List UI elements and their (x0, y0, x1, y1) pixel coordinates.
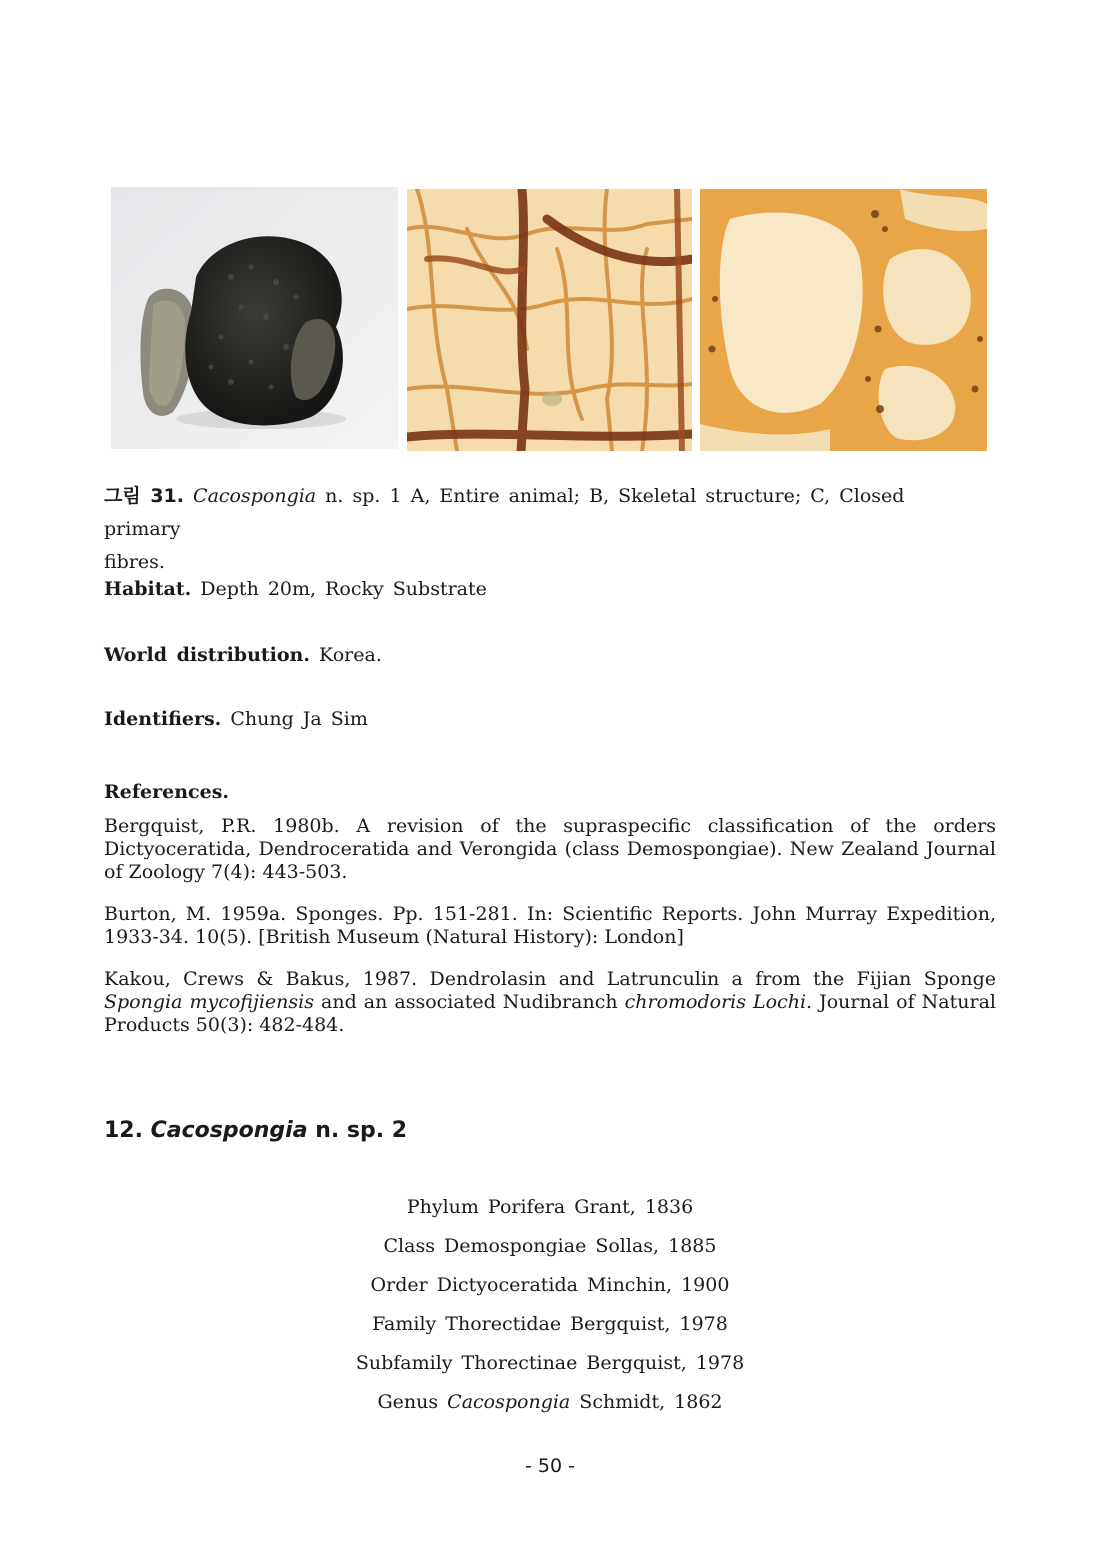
section-species: n. sp. 2 (307, 1118, 408, 1143)
reference-text: and an associated Nudibranch (314, 991, 625, 1013)
taxonomy-genus-suffix: Schmidt, 1862 (570, 1391, 723, 1413)
identifiers-value: Chung Ja Sim (230, 708, 368, 730)
references-heading: References. (104, 781, 230, 803)
habitat (104, 578, 487, 600)
taxonomy-phylum: Phylum Porifera Grant, 1836 (406, 1196, 694, 1218)
section-number: 12. (104, 1118, 151, 1143)
figure-caption-text: n. sp. 1 A, Entire animal; B, Skeletal structure; C, Closed primary (104, 485, 905, 540)
taxonomy-class: Class Demospongiae Sollas, 1885 (383, 1235, 717, 1257)
figure-label: 그림 31. (104, 485, 184, 507)
habitat-value: Depth 20m, Rocky Substrate (200, 578, 487, 600)
figure-caption-text-2: fibres. (104, 551, 165, 573)
identifiers (104, 708, 368, 730)
reference-text: Kakou, Crews & Bakus, 1987. Dendrolasin and Latrunculin a from the Fijian Sponge (104, 968, 996, 990)
section-genus: Cacospongia (150, 1118, 308, 1143)
reference-species: chromodoris Lochi (624, 991, 807, 1013)
world-distribution-label: World distribution. (104, 644, 310, 666)
taxonomy-subfamily: Subfamily Thorectinae Bergquist, 1978 (355, 1352, 745, 1374)
reference-text: . Journal of Natural Products 50(3): 482-484. (104, 991, 996, 1036)
figure-panels (111, 185, 987, 450)
photo-entire-animal (111, 187, 398, 449)
taxonomy-genus-prefix: Genus (377, 1391, 448, 1413)
taxonomy-order: Order Dictyoceratida Minchin, 1900 (370, 1274, 730, 1296)
figure-genus: Cacospongia (193, 485, 317, 507)
reference-item: Bergquist, P.R. 1980b. A revision of the supraspecific classification of the orders Dictyoceratida, Dendroceratida and Verongida (class Demospongiae). New Zealand Journal of Zoology 7(4): 443-503. (104, 815, 996, 883)
world-distribution-value: Korea. (319, 644, 382, 666)
identifiers-label: Identifiers. (104, 708, 222, 730)
reference-item (104, 968, 996, 1037)
reference-item: Burton, M. 1959a. Sponges. Pp. 151-281. In: Scientific Reports. John Murray Expedition, 1933-34. 10(5). [British Museum (Natural History): London] (104, 903, 996, 948)
world-distribution (104, 644, 382, 666)
section-heading (104, 1118, 407, 1143)
taxonomy-family: Family Thorectidae Bergquist, 1978 (372, 1313, 728, 1335)
page-number: - 50 - (525, 1455, 575, 1477)
taxonomy-genus-name: Cacospongia (447, 1391, 571, 1413)
habitat-label: Habitat. (104, 578, 192, 600)
photo-closed-primary-fibres (700, 189, 987, 451)
figure-caption (104, 480, 984, 579)
reference-species: Spongia mycofijiensis (104, 991, 314, 1013)
taxonomy-genus (300, 1388, 800, 1427)
photo-skeletal-structure (407, 189, 692, 451)
taxonomy-block (300, 1193, 800, 1427)
